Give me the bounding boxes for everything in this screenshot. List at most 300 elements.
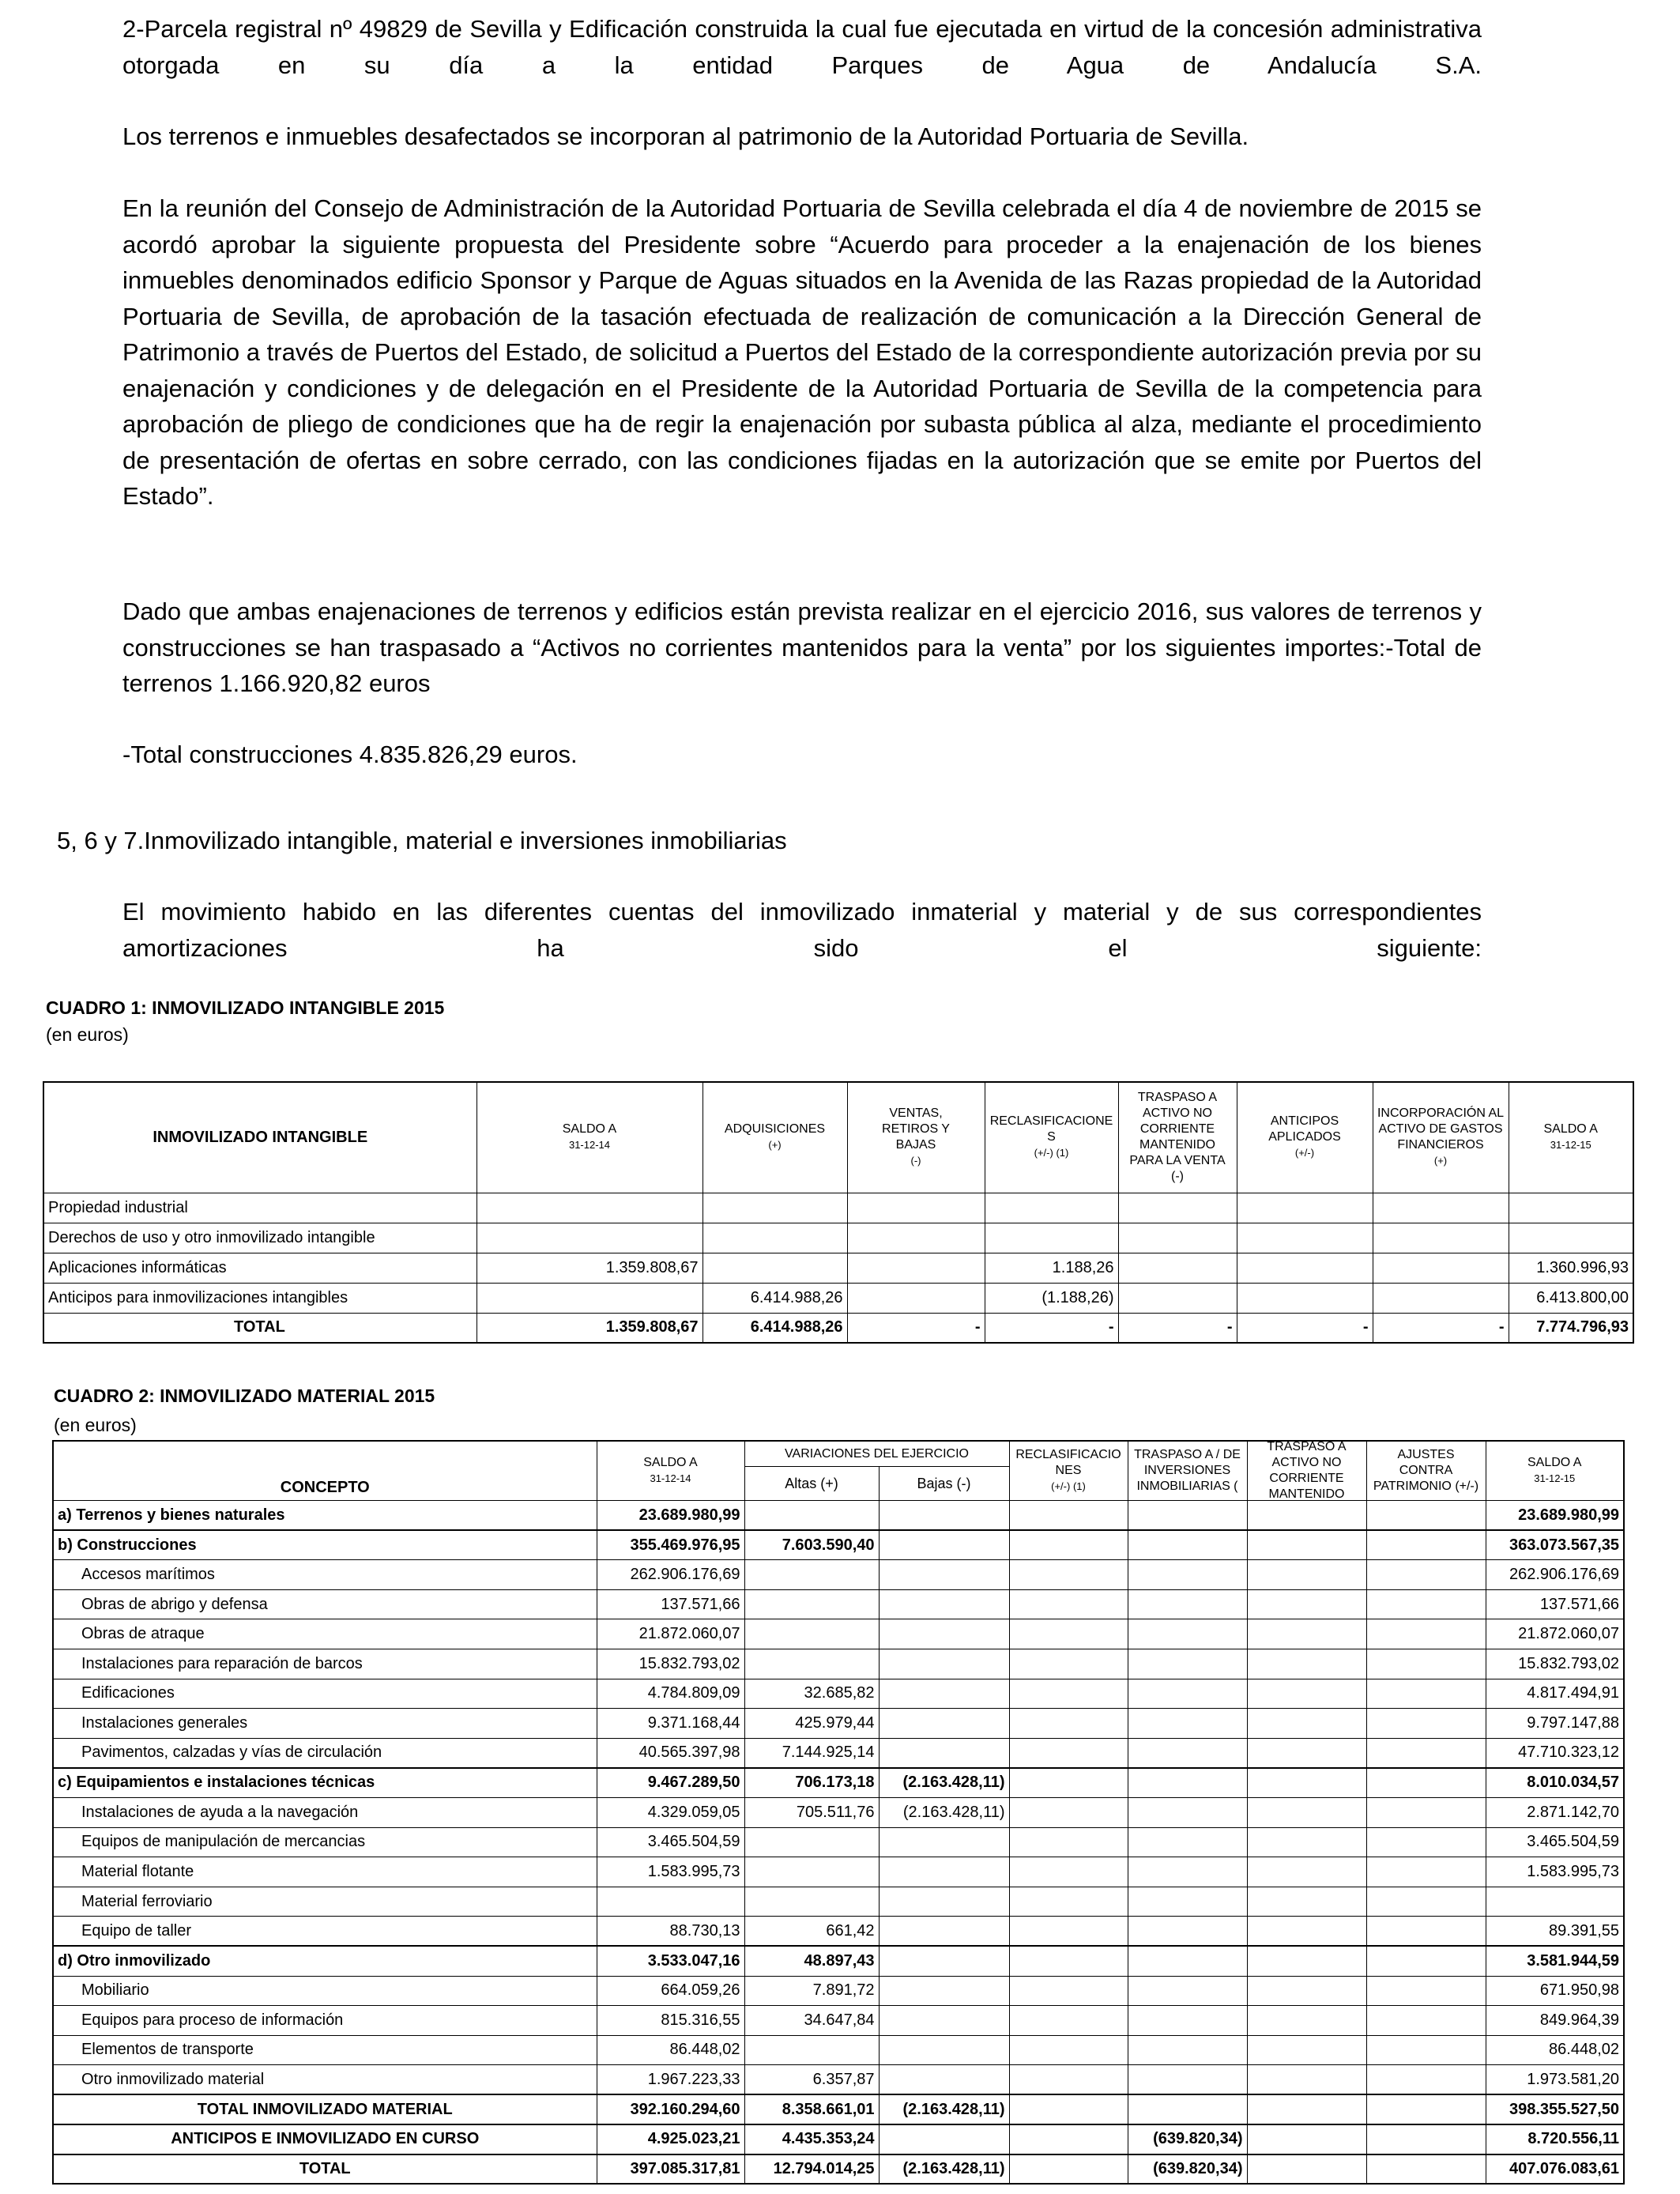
table-cell: [1118, 1223, 1237, 1253]
table-row: [53, 1738, 1624, 1768]
table-cell: [1128, 1738, 1247, 1768]
table-cell: [1247, 1976, 1366, 2006]
table-cell: [1366, 1649, 1486, 1679]
cuadro1-header-adq-label: ADQUISICIONES: [724, 1122, 826, 1137]
table-cell: -: [985, 1313, 1118, 1343]
table-cell: 7.774.796,93: [1509, 1313, 1633, 1343]
table-cell: 1.188,26: [985, 1253, 1118, 1283]
row-label: Anticipos para inmovilizaciones intangibles: [43, 1283, 477, 1313]
cuadro1-header-saldo-ini: [477, 1082, 703, 1193]
table-cell: [1366, 2035, 1486, 2065]
table-cell: [879, 2035, 1009, 2065]
table-cell: [744, 1619, 879, 1649]
table-cell: 6.414.988,26: [703, 1313, 847, 1343]
table-cell: [879, 1501, 1009, 1531]
cuadro2-header-saldo-ini-label: SALDO A: [643, 1456, 698, 1469]
table-cell: [1247, 1709, 1366, 1739]
table-cell: [1009, 1887, 1128, 1917]
table-cell: [1009, 1738, 1128, 1768]
row-label: Accesos marítimos: [53, 1560, 597, 1590]
row-label: Instalaciones para reparación de barcos: [53, 1649, 597, 1679]
total-row: [43, 1313, 1633, 1343]
table-cell: [477, 1193, 703, 1223]
table-cell: [1247, 1917, 1366, 1947]
table-cell: [847, 1193, 985, 1223]
table-cell: 4.435.353,24: [744, 2124, 879, 2154]
table-cell: 1.583.995,73: [1486, 1857, 1624, 1887]
table-cell: [1237, 1253, 1373, 1283]
table-cell: [1366, 2094, 1486, 2124]
table-cell: 705.511,76: [744, 1797, 879, 1827]
table-cell: [1009, 1797, 1128, 1827]
table-cell: [1009, 1619, 1128, 1649]
table-cell: [1128, 1709, 1247, 1739]
table-cell: [879, 1560, 1009, 1590]
table-cell: [1247, 1738, 1366, 1768]
table-cell: [1247, 2065, 1366, 2095]
cuadro1-header-reclas-label: RECLASIFICACIONES: [989, 1114, 1113, 1144]
row-label: Elementos de transporte: [53, 2035, 597, 2065]
cuadro1-header-concepto: INMOVILIZADO INTANGIBLE: [43, 1082, 477, 1193]
paragraph-movimiento: El movimiento habido en las diferentes cuentas del inmovilizado inmaterial y material y de sus correspondientes amortizaciones ha sido el siguiente:: [122, 898, 1482, 962]
table-cell: [1366, 1589, 1486, 1619]
cuadro1-header-row: [43, 1082, 1633, 1193]
table-row: [53, 1619, 1624, 1649]
table-cell: [1009, 1827, 1128, 1857]
cuadro2-header-saldo-ini-date: 31-12-14: [650, 1472, 691, 1484]
table-cell: 355.469.976,95: [597, 1530, 744, 1560]
table-cell: 6.413.800,00: [1509, 1283, 1633, 1313]
table-cell: 3.465.504,59: [1486, 1827, 1624, 1857]
table-row: [53, 2124, 1624, 2154]
cuadro2-header-traspaso-act-label: TRASPASO A ACTIVO NO CORRIENTE MANTENIDO: [1267, 1442, 1347, 1500]
table-cell: [879, 1857, 1009, 1887]
table-cell: 1.967.223,33: [597, 2065, 744, 2095]
table-cell: [879, 1887, 1009, 1917]
table-cell: 21.872.060,07: [597, 1619, 744, 1649]
cuadro1-header-ventas-sign: (-): [910, 1155, 921, 1167]
cuadro1-header-saldo-ini-label: SALDO A: [562, 1122, 617, 1137]
cuadro1-header-saldo-fin-date: 31-12-15: [1550, 1139, 1591, 1152]
cuadro1-header-adq-sign: (+): [768, 1139, 782, 1152]
table-cell: 3.465.504,59: [597, 1827, 744, 1857]
cuadro2-header-ajustes-label: AJUSTES CONTRA PATRIMONIO (+/-): [1373, 1448, 1479, 1493]
table-cell: [1128, 2065, 1247, 2095]
table-cell: [879, 2006, 1009, 2036]
table-cell: 23.689.980,99: [597, 1501, 744, 1531]
table-row: [43, 1253, 1633, 1283]
table-cell: [703, 1253, 847, 1283]
table-cell: 6.414.988,26: [703, 1283, 847, 1313]
table-cell: [1373, 1253, 1509, 1283]
table-row: [53, 2154, 1624, 2185]
table-cell: 86.448,02: [1486, 2035, 1624, 2065]
table-cell: [477, 1283, 703, 1313]
table-cell: [1009, 1649, 1128, 1679]
row-label: TOTAL: [53, 2154, 597, 2185]
table-cell: 1.359.808,67: [477, 1313, 703, 1343]
table-cell: 137.571,66: [1486, 1589, 1624, 1619]
table-row: [53, 1797, 1624, 1827]
table-cell: [1366, 2154, 1486, 2185]
table-cell: 7.891,72: [744, 1976, 879, 2006]
table-cell: [1247, 1530, 1366, 1560]
cuadro2-header-traspaso-act: [1247, 1441, 1366, 1501]
table-cell: [1366, 1709, 1486, 1739]
table-cell: 706.173,18: [744, 1768, 879, 1798]
table-cell: [1247, 1887, 1366, 1917]
table-cell: [1247, 1827, 1366, 1857]
table-cell: [1009, 1709, 1128, 1739]
cuadro1-header-adquisiciones: [703, 1082, 847, 1193]
row-label: Instalaciones de ayuda a la navegación: [53, 1797, 597, 1827]
table-cell: 1.583.995,73: [597, 1857, 744, 1887]
table-cell: [879, 1946, 1009, 1976]
table-cell: [879, 1679, 1009, 1709]
cuadro1-header-incorp-label: INCORPORACIÓN AL ACTIVO DE GASTOS FINANCIEROS: [1377, 1106, 1505, 1152]
table-row: [53, 2035, 1624, 2065]
table-cell: [879, 2124, 1009, 2154]
table-cell: 671.950,98: [1486, 1976, 1624, 2006]
table-cell: 40.565.397,98: [597, 1738, 744, 1768]
table-row: [53, 1976, 1624, 2006]
table-cell: [1128, 1976, 1247, 2006]
table-row: [53, 1946, 1624, 1976]
table-cell: [847, 1223, 985, 1253]
table-row: [53, 1649, 1624, 1679]
row-label: ANTICIPOS E INMOVILIZADO EN CURSO: [53, 2124, 597, 2154]
table-cell: 392.160.294,60: [597, 2094, 744, 2124]
table-cell: [744, 1857, 879, 1887]
cuadro1-header-saldo-fin-label: SALDO A: [1543, 1122, 1598, 1137]
table-cell: [1509, 1193, 1633, 1223]
table-cell: 1.359.808,67: [477, 1253, 703, 1283]
table-cell: [1247, 1857, 1366, 1887]
table-cell: 34.647,84: [744, 2006, 879, 2036]
table-cell: 15.832.793,02: [1486, 1649, 1624, 1679]
cuadro2-header-reclas-sign: (+/-) (1): [1051, 1480, 1086, 1492]
table-cell: [1366, 1679, 1486, 1709]
table-row: [53, 1589, 1624, 1619]
table-cell: [879, 1589, 1009, 1619]
table-cell: [1009, 1560, 1128, 1590]
table-cell: 3.581.944,59: [1486, 1946, 1624, 1976]
table-cell: [1247, 1768, 1366, 1798]
table-row: [53, 1560, 1624, 1590]
table-cell: 407.076.083,61: [1486, 2154, 1624, 2185]
table-cell: 48.897,43: [744, 1946, 879, 1976]
cuadro1-title: CUADRO 1: INMOVILIZADO INTANGIBLE 2015: [46, 997, 445, 1018]
cuadro1-header-traspaso-label: TRASPASO A ACTIVO NO CORRIENTE MANTENIDO PARA LA VENTA (-): [1129, 1091, 1226, 1184]
cuadro1-header-reclasificaciones: [985, 1082, 1118, 1193]
table-cell: 4.329.059,05: [597, 1797, 744, 1827]
cuadro2-header-row-1: [53, 1441, 1624, 1467]
table-cell: [703, 1193, 847, 1223]
table-cell: [1247, 2035, 1366, 2065]
cuadro1-header-ventas: [847, 1082, 985, 1193]
table-cell: (2.163.428,11): [879, 2154, 1009, 2185]
table-cell: 23.689.980,99: [1486, 1501, 1624, 1531]
table-cell: [1128, 1501, 1247, 1531]
cuadro2-header-saldo-fin-label: SALDO A: [1527, 1456, 1582, 1469]
table-cell: 849.964,39: [1486, 2006, 1624, 2036]
table-cell: [1128, 1768, 1247, 1798]
table-cell: -: [847, 1313, 985, 1343]
cuadro2-header-saldo-fin-date: 31-12-15: [1534, 1472, 1576, 1484]
table-cell: [1366, 1560, 1486, 1590]
table-row: [53, 2006, 1624, 2036]
table-cell: [1009, 2094, 1128, 2124]
cuadro1-header-reclas-sign: (+/-) (1): [1034, 1147, 1069, 1159]
table-cell: [1366, 1857, 1486, 1887]
table-cell: [1366, 2006, 1486, 2036]
table-cell: 15.832.793,02: [597, 1649, 744, 1679]
cuadro2-header-traspaso-inv-label: TRASPASO A / DE INVERSIONES INMOBILIARIAS (: [1134, 1448, 1241, 1493]
table-cell: [847, 1253, 985, 1283]
row-label: Material ferroviario: [53, 1887, 597, 1917]
table-cell: [1128, 1619, 1247, 1649]
table-cell: [1366, 1887, 1486, 1917]
table-cell: [1237, 1283, 1373, 1313]
table-cell: 9.467.289,50: [597, 1768, 744, 1798]
table-cell: 137.571,66: [597, 1589, 744, 1619]
table-cell: [1009, 1976, 1128, 2006]
table-cell: [1366, 1946, 1486, 1976]
table-cell: [1009, 2035, 1128, 2065]
table-cell: [879, 1738, 1009, 1768]
table-row: [53, 1530, 1624, 1560]
cuadro1-header-anticipos-sign: (+/-): [1294, 1147, 1315, 1159]
cuadro2-header-ajustes: [1366, 1441, 1486, 1501]
table-cell: 21.872.060,07: [1486, 1619, 1624, 1649]
table-cell: [1247, 2006, 1366, 2036]
row-label: Obras de atraque: [53, 1619, 597, 1649]
table-cell: 4.784.809,09: [597, 1679, 744, 1709]
table-cell: [1366, 1738, 1486, 1768]
table-cell: [1366, 1501, 1486, 1531]
table-cell: 9.797.147,88: [1486, 1709, 1624, 1739]
table-cell: 815.316,55: [597, 2006, 744, 2036]
cuadro2-header-traspaso-inv: [1128, 1441, 1247, 1501]
cuadro2-header-saldo-fin: [1486, 1441, 1624, 1501]
table-cell: 363.073.567,35: [1486, 1530, 1624, 1560]
table-cell: (2.163.428,11): [879, 1768, 1009, 1798]
row-label: Equipos de manipulación de mercancias: [53, 1827, 597, 1857]
table-cell: [1237, 1193, 1373, 1223]
table-cell: 8.720.556,11: [1486, 2124, 1624, 2154]
table-cell: [1247, 1797, 1366, 1827]
row-label: Propiedad industrial: [43, 1193, 477, 1223]
table-cell: [1128, 1946, 1247, 1976]
table-cell: [879, 1649, 1009, 1679]
cuadro2-title: CUADRO 2: INMOVILIZADO MATERIAL 2015: [54, 1385, 435, 1406]
cuadro2-table: [52, 1440, 1625, 2185]
paragraph-consejo: En la reunión del Consejo de Administración de la Autoridad Portuaria de Sevilla celebrada el día 4 de noviembre de 2015 se acordó aprobar la siguiente propuesta del Presidente sobre “Acuerdo para proceder a la enajenación de los bienes inmuebles denominados edificio Sponsor y Parque de Aguas situados en la Avenida de las Razas propiedad de la Autoridad Portuaria de Sevilla, de aprobación de la tasación efectuada de realización de comunicación a la Dirección General de Patrimonio a través de Puertos del Estado, de solicitud a Puertos del Estado de la correspondiente autorización previa por su enajenación y condiciones y de delegación en el Presidente de la Autoridad Portuaria de Sevilla de la competencia para aprobación de pliego de condiciones que ha de regir la enajenación por subasta pública al alza, mediante el procedimiento de presentación de ofertas en sobre cerrado, con las condiciones fijadas en la autorización que se emite por Puertos del Estado”.: [122, 194, 1482, 510]
table-cell: [1486, 1887, 1624, 1917]
table-cell: [744, 2035, 879, 2065]
table-cell: 262.906.176,69: [597, 1560, 744, 1590]
row-label: Obras de abrigo y defensa: [53, 1589, 597, 1619]
table-cell: [879, 1709, 1009, 1739]
cuadro1-header-saldo-ini-date: 31-12-14: [568, 1139, 611, 1152]
table-cell: [1366, 1976, 1486, 2006]
table-cell: [1247, 1649, 1366, 1679]
table-cell: [1373, 1283, 1509, 1313]
table-row: [53, 1501, 1624, 1531]
table-row: [53, 1857, 1624, 1887]
table-cell: [1373, 1223, 1509, 1253]
row-label: Equipo de taller: [53, 1917, 597, 1947]
cuadro2-header-saldo-ini: [597, 1441, 744, 1501]
table-cell: (639.820,34): [1128, 2124, 1247, 2154]
table-cell: [1366, 1619, 1486, 1649]
table-cell: [879, 2065, 1009, 2095]
table-cell: [1009, 1679, 1128, 1709]
row-label: Pavimentos, calzadas y vías de circulación: [53, 1738, 597, 1768]
table-cell: [1128, 2006, 1247, 2036]
table-cell: 8.010.034,57: [1486, 1768, 1624, 1798]
table-cell: [985, 1223, 1118, 1253]
table-cell: [1247, 1679, 1366, 1709]
table-cell: [1366, 1768, 1486, 1798]
table-cell: [879, 1619, 1009, 1649]
table-cell: [1509, 1223, 1633, 1253]
row-label: TOTAL: [43, 1313, 477, 1343]
cuadro2-header-concepto: CONCEPTO: [53, 1441, 597, 1501]
table-cell: (2.163.428,11): [879, 2094, 1009, 2124]
table-cell: [1366, 2124, 1486, 2154]
table-cell: [879, 1917, 1009, 1947]
table-cell: [1366, 1827, 1486, 1857]
cuadro1-header-anticipos: [1237, 1082, 1373, 1193]
table-cell: [1128, 1827, 1247, 1857]
table-cell: [1009, 2154, 1128, 2185]
table-row: [53, 1679, 1624, 1709]
cuadro1-header-incorp-sign: (+): [1433, 1155, 1448, 1167]
table-cell: -: [1373, 1313, 1509, 1343]
table-cell: [1247, 1946, 1366, 1976]
row-label: b) Construcciones: [53, 1530, 597, 1560]
cuadro1-header-ventas-label: VENTAS, RETIROS Y BAJAS: [882, 1106, 950, 1152]
cuadro2-header-bajas: Bajas (-): [879, 1467, 1009, 1501]
table-row: [53, 1709, 1624, 1739]
cuadro1-table: [43, 1081, 1634, 1344]
table-cell: 8.358.661,01: [744, 2094, 879, 2124]
cuadro2-header-reclas-label: RECLASIFICACIONES: [1015, 1448, 1121, 1477]
table-cell: -: [1118, 1313, 1237, 1343]
table-cell: [1247, 1619, 1366, 1649]
paragraph-total-construcciones: -Total construcciones 4.835.826,29 euros.: [122, 741, 578, 768]
table-cell: [1009, 1857, 1128, 1887]
table-cell: [744, 1649, 879, 1679]
table-cell: 1.973.581,20: [1486, 2065, 1624, 2095]
table-cell: 262.906.176,69: [1486, 1560, 1624, 1590]
table-cell: [1237, 1223, 1373, 1253]
table-cell: [1128, 1679, 1247, 1709]
table-cell: 12.794.014,25: [744, 2154, 879, 2185]
row-label: Instalaciones generales: [53, 1709, 597, 1739]
table-cell: 661,42: [744, 1917, 879, 1947]
table-cell: [879, 1976, 1009, 2006]
table-cell: [1118, 1253, 1237, 1283]
table-cell: [847, 1283, 985, 1313]
paragraph-terrenos: Los terrenos e inmuebles desafectados se incorporan al patrimonio de la Autoridad Portuaria de Sevilla.: [122, 123, 1249, 150]
row-label: c) Equipamientos e instalaciones técnicas: [53, 1768, 597, 1798]
table-row: [53, 2065, 1624, 2095]
table-cell: [1247, 2154, 1366, 2185]
cuadro1-header-incorporacion: [1373, 1082, 1509, 1193]
table-cell: [1118, 1283, 1237, 1313]
cuadro2-header-altas: Altas (+): [744, 1467, 879, 1501]
table-cell: 7.144.925,14: [744, 1738, 879, 1768]
table-cell: 2.871.142,70: [1486, 1797, 1624, 1827]
table-cell: (2.163.428,11): [879, 1797, 1009, 1827]
row-label: Otro inmovilizado material: [53, 2065, 597, 2095]
table-row: [53, 2094, 1624, 2124]
table-cell: [1247, 1589, 1366, 1619]
table-cell: [1128, 1560, 1247, 1590]
table-cell: (639.820,34): [1128, 2154, 1247, 2185]
table-cell: [744, 1589, 879, 1619]
table-cell: [1009, 1917, 1128, 1947]
table-cell: [1366, 1530, 1486, 1560]
table-cell: 1.360.996,93: [1509, 1253, 1633, 1283]
table-cell: [744, 1560, 879, 1590]
table-cell: [1118, 1193, 1237, 1223]
cuadro2-header-reclasificaciones: [1009, 1441, 1128, 1501]
table-cell: [1128, 1797, 1247, 1827]
row-label: Equipos para proceso de información: [53, 2006, 597, 2036]
table-cell: [1366, 1917, 1486, 1947]
table-cell: [1009, 1946, 1128, 1976]
cuadro1-header-traspaso: [1118, 1082, 1237, 1193]
table-cell: 397.085.317,81: [597, 2154, 744, 2185]
table-cell: [1128, 2094, 1247, 2124]
table-cell: [1373, 1193, 1509, 1223]
table-row: [43, 1223, 1633, 1253]
table-cell: [1009, 2065, 1128, 2095]
table-cell: 32.685,82: [744, 1679, 879, 1709]
table-cell: 89.391,55: [1486, 1917, 1624, 1947]
table-cell: [597, 1887, 744, 1917]
table-cell: [1366, 1797, 1486, 1827]
table-cell: [1128, 1917, 1247, 1947]
row-label: Material flotante: [53, 1857, 597, 1887]
table-cell: 664.059,26: [597, 1976, 744, 2006]
table-cell: [477, 1223, 703, 1253]
table-row: [43, 1283, 1633, 1313]
table-cell: 3.533.047,16: [597, 1946, 744, 1976]
row-label: Edificaciones: [53, 1679, 597, 1709]
table-cell: [879, 1530, 1009, 1560]
row-label: TOTAL INMOVILIZADO MATERIAL: [53, 2094, 597, 2124]
table-cell: [1128, 1857, 1247, 1887]
row-label: Derechos de uso y otro inmovilizado intangible: [43, 1223, 477, 1253]
table-cell: [744, 1827, 879, 1857]
cuadro2-subtitle: (en euros): [54, 1415, 137, 1435]
table-row: [53, 1768, 1624, 1798]
table-cell: [1009, 1768, 1128, 1798]
table-cell: [1247, 2094, 1366, 2124]
table-cell: [1366, 2065, 1486, 2095]
table-row: [53, 1917, 1624, 1947]
table-cell: [1128, 1887, 1247, 1917]
table-cell: [1247, 1560, 1366, 1590]
cuadro2-header-variaciones: VARIACIONES DEL EJERCICIO: [744, 1441, 1009, 1467]
table-cell: [1128, 1589, 1247, 1619]
table-cell: [703, 1223, 847, 1253]
table-cell: 9.371.168,44: [597, 1709, 744, 1739]
